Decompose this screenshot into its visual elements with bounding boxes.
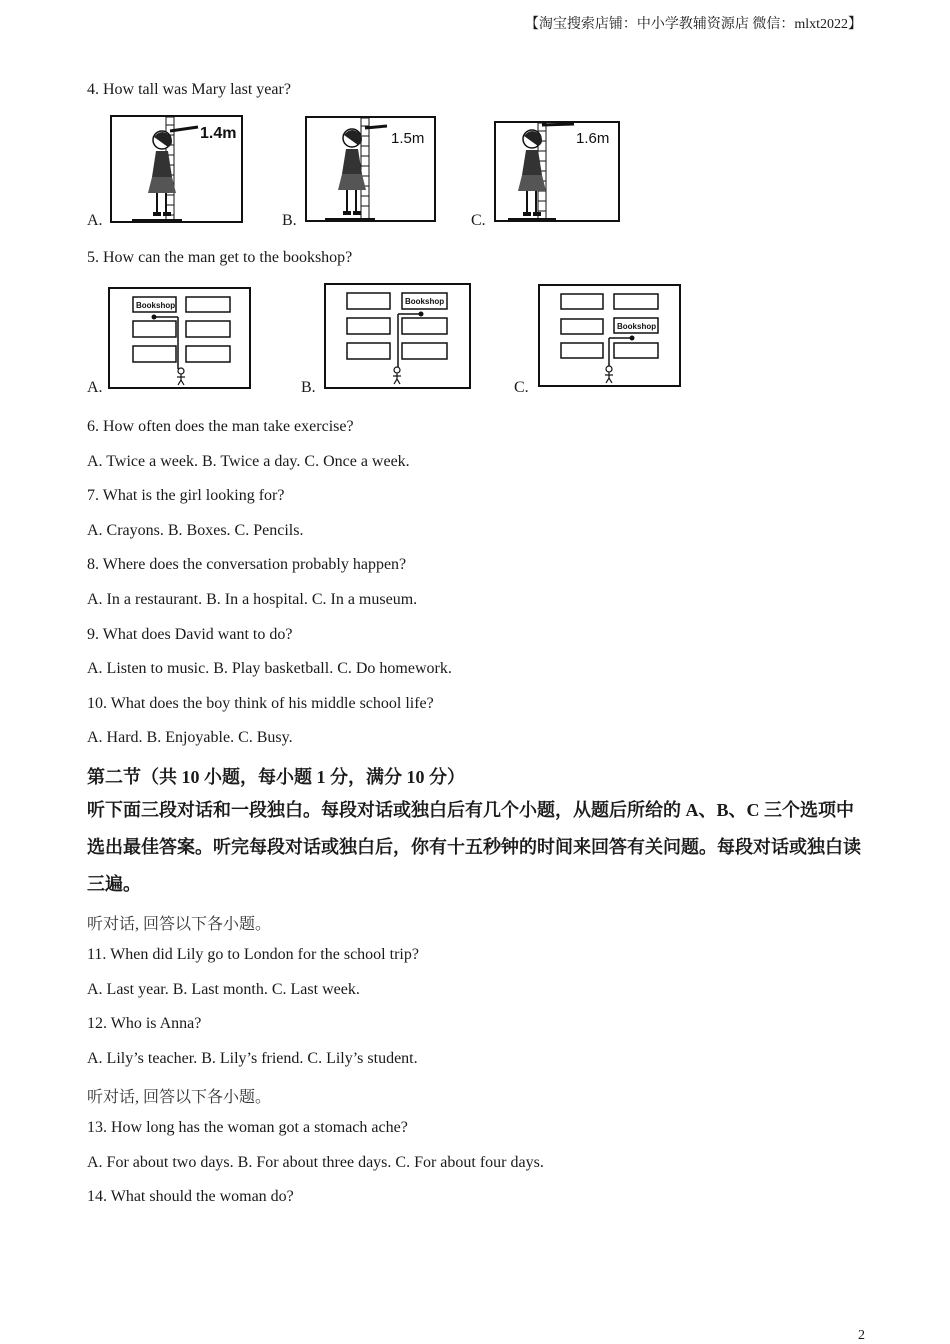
q5-option-b-sign: Bookshop: [405, 297, 445, 306]
dialogue-1-note: 听对话, 回答以下各小题。: [87, 916, 272, 933]
q5-option-b-map: [324, 283, 472, 391]
q4-option-b-picture: [305, 116, 437, 224]
q4-option-a-picture: [110, 115, 244, 225]
man-figure-icon: [177, 368, 185, 385]
answer-options-7: A. Crayons. B. Boxes. C. Pencils.: [87, 522, 304, 539]
dialogue-2-note: 听对话, 回答以下各小题。: [87, 1089, 272, 1106]
q4-option-c-picture: [494, 121, 621, 224]
q5-option-a-map: [108, 287, 252, 391]
page-number: 2: [858, 1328, 865, 1343]
girl-figure-icon: [338, 129, 366, 215]
question-10: 10. What does the boy think of his middle school life?: [87, 695, 434, 712]
answer-options-10: A. Hard. B. Enjoyable. C. Busy.: [87, 729, 293, 746]
q4-option-a-height: 1.4m: [200, 125, 237, 142]
question-9: 9. What does David want to do?: [87, 626, 293, 643]
question-11: 11. When did Lily go to London for the school trip?: [87, 946, 419, 963]
q5-option-a-label: A.: [87, 379, 103, 396]
section-2-instructions: 听下面三段对话和一段独白。每段对话或独白后有几个小题，从题后所给的 A、B、C 三个选项中选出最佳答案。听完每段对话或独白后，你有十五秒钟的时间来回答有关问题。每段对话或独白读三遍。: [87, 800, 861, 894]
question-5: 5. How can the man get to the bookshop?: [87, 249, 353, 266]
question-12: 12. Who is Anna?: [87, 1015, 202, 1032]
question-14: 14. What should the woman do?: [87, 1188, 294, 1205]
q5-option-c-label: C.: [514, 379, 529, 396]
q4-option-b-height: 1.5m: [391, 130, 425, 147]
q5-option-c-map: [538, 284, 682, 389]
q4-option-a-label: A.: [87, 212, 103, 229]
q5-option-a-sign: Bookshop: [136, 301, 176, 310]
question-7: 7. What is the girl looking for?: [87, 487, 285, 504]
answer-options-9: A. Listen to music. B. Play basketball. C. Do homework.: [87, 660, 452, 677]
q5-option-b-label: B.: [301, 379, 316, 396]
question-13: 13. How long has the woman got a stomach ache?: [87, 1119, 408, 1136]
man-figure-icon: [393, 367, 401, 384]
answer-options-6: A. Twice a week. B. Twice a day. C. Once a week.: [87, 453, 410, 470]
girl-figure-icon: [148, 131, 176, 216]
question-4: 4. How tall was Mary last year?: [87, 81, 291, 98]
q4-option-c-label: C.: [471, 212, 486, 229]
man-figure-icon: [605, 366, 613, 383]
girl-figure-icon: [518, 130, 546, 216]
question-8: 8. Where does the conversation probably happen?: [87, 556, 407, 573]
q5-option-c-sign: Bookshop: [617, 322, 657, 331]
answer-options-8: A. In a restaurant. B. In a hospital. C. In a museum.: [87, 591, 418, 608]
q4-option-b-label: B.: [282, 212, 297, 229]
section-2-title: 第二节（共 10 小题，每小题 1 分，满分 10 分）: [87, 767, 465, 787]
answer-options-13: A. For about two days. B. For about three days. C. For about four days.: [87, 1154, 544, 1171]
page-header-banner: 【淘宝搜索店铺：中小学教辅资源店 微信：mlxt2022】: [524, 17, 862, 32]
answer-options-12: A. Lily’s teacher. B. Lily’s friend. C. Lily’s student.: [87, 1050, 418, 1067]
q4-option-c-height: 1.6m: [576, 130, 610, 147]
question-6: 6. How often does the man take exercise?: [87, 418, 354, 435]
answer-options-11: A. Last year. B. Last month. C. Last week.: [87, 981, 360, 998]
